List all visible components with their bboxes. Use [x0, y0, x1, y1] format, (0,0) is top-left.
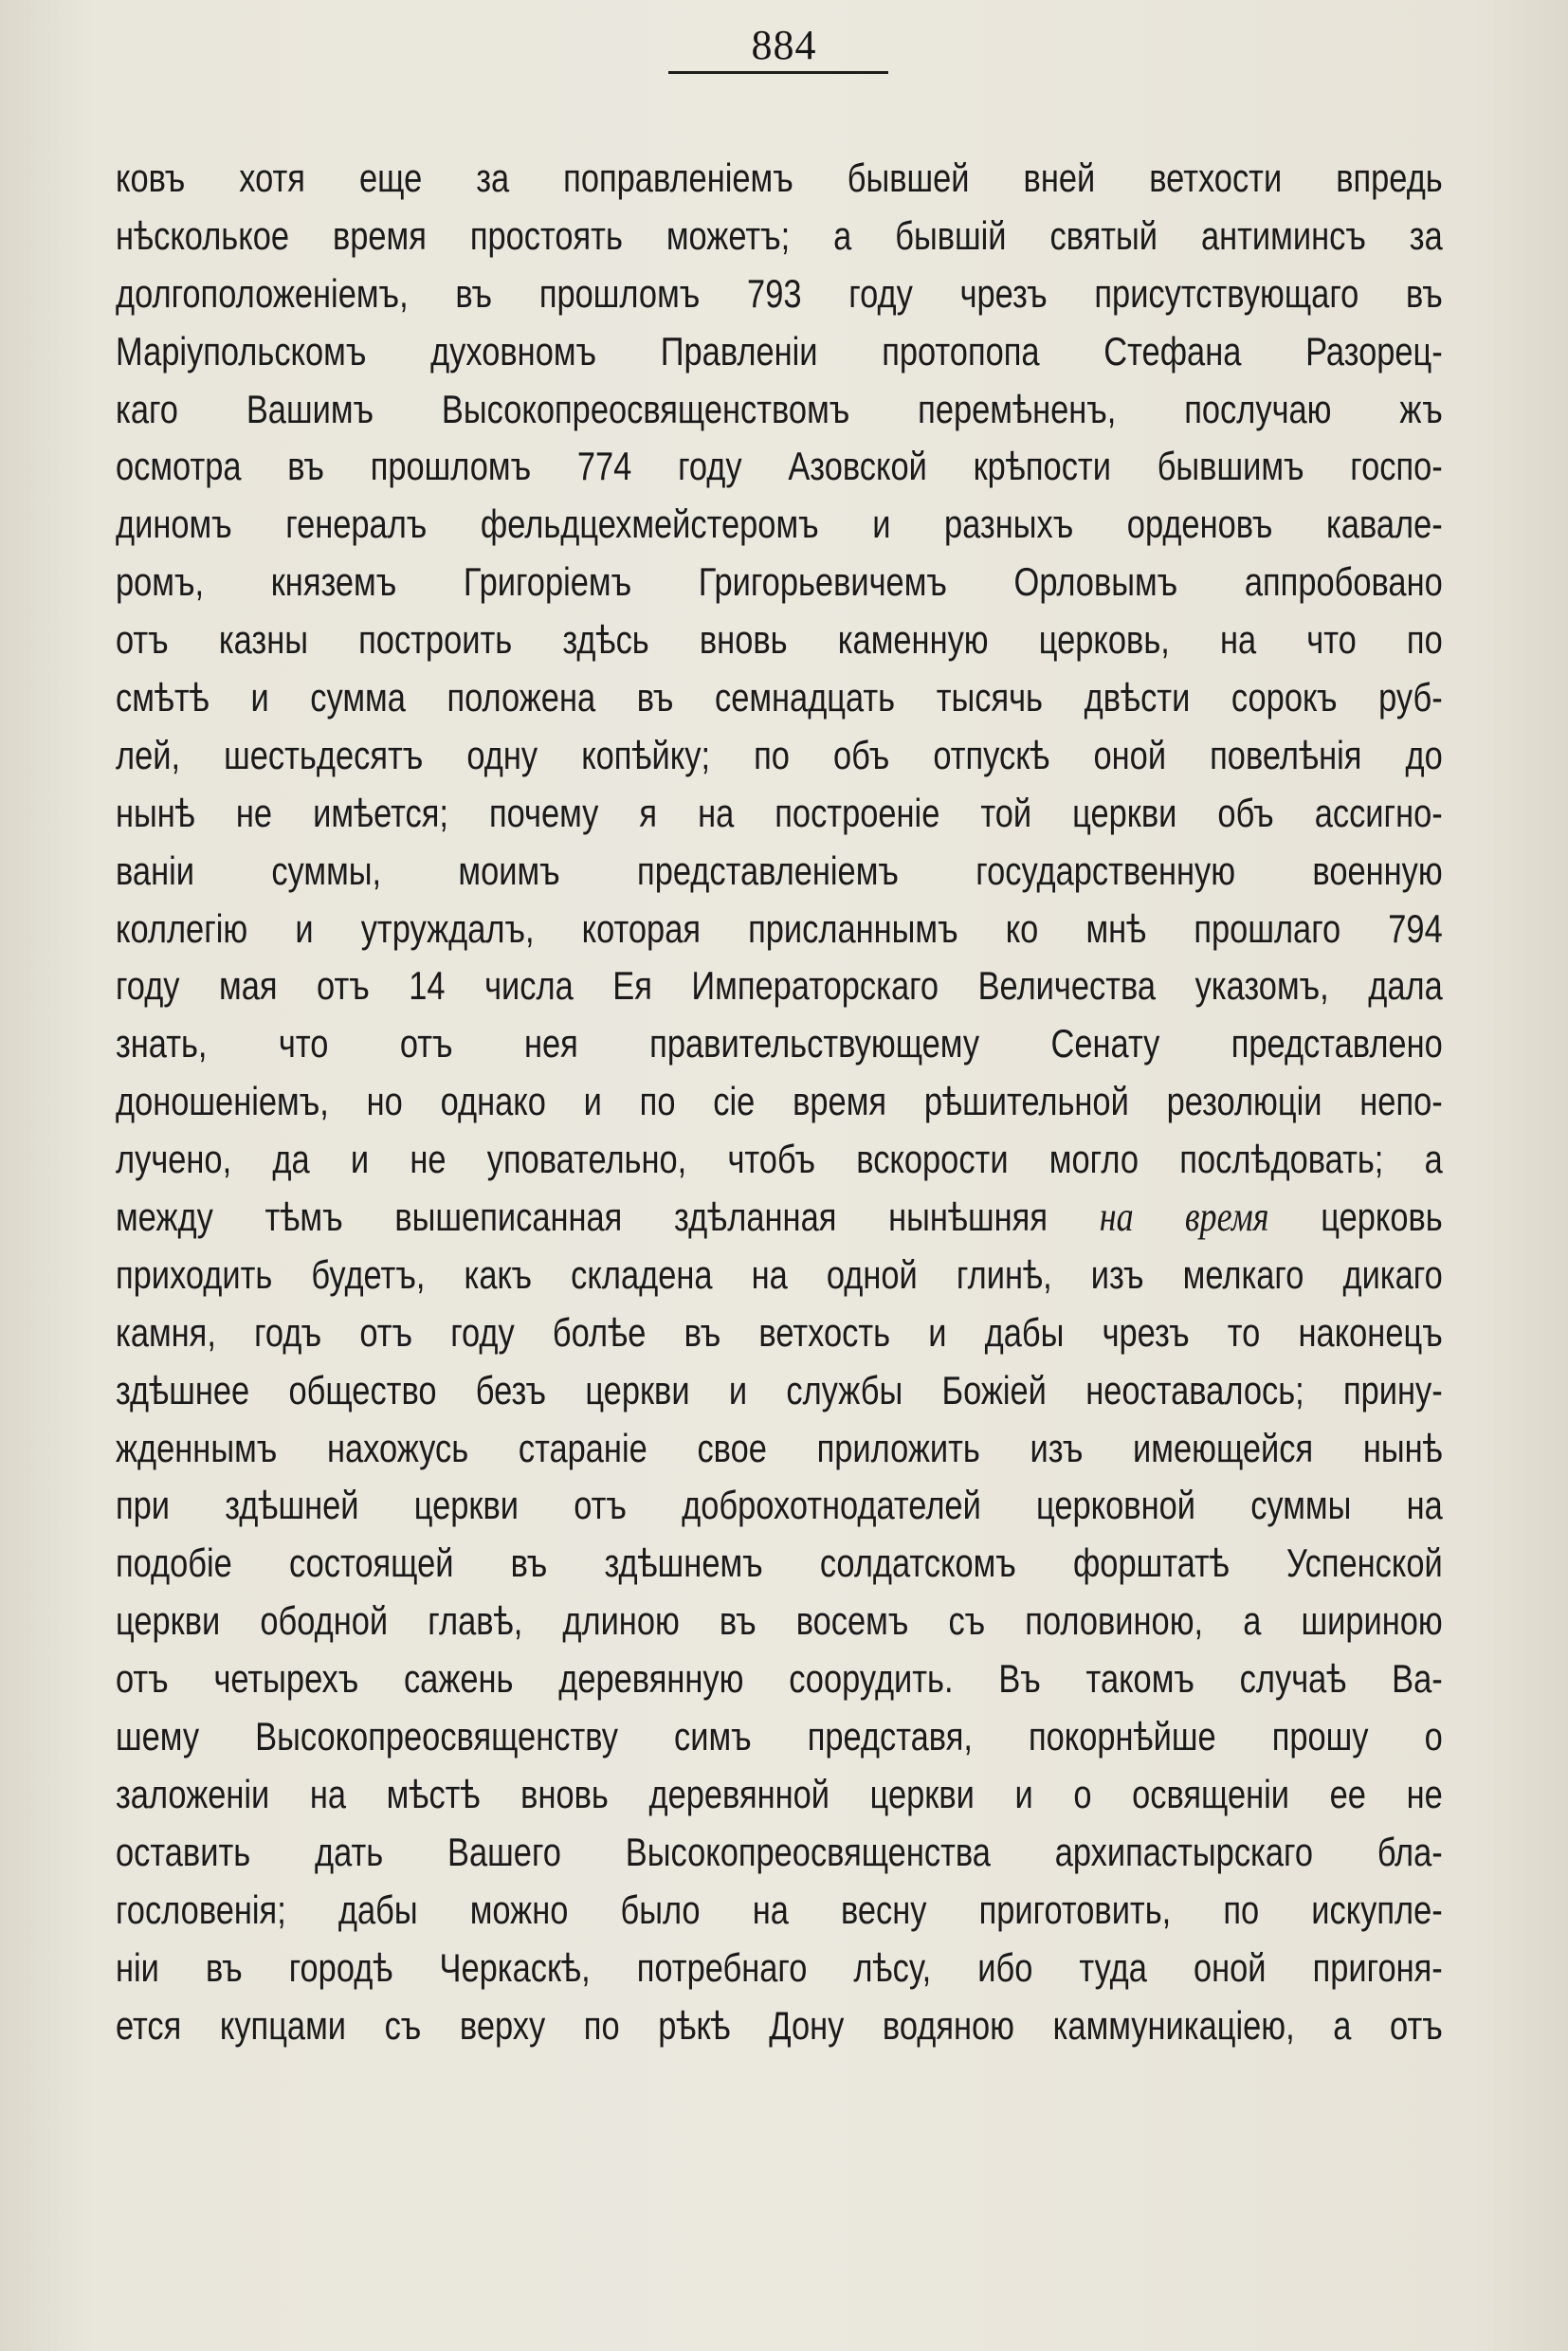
text-line: жденнымъ нахожусь стараніе свое приложить изъ имеющейся нынѣ — [116, 1425, 1443, 1470]
text-line: отъ казны построить здѣсь вновь каменную церковь, на что по — [116, 617, 1443, 663]
text-line: коллегію и утруждалъ, которая присланнымъ ко мнѣ прошлаго 794 — [116, 905, 1443, 951]
page-number: 884 — [751, 22, 817, 68]
text-line: лучено, да и не уповательно, чтобъ вскорости могло послѣдовать; а — [116, 1137, 1443, 1182]
text-line: заложеніи на мѣстѣ вновь деревянной церкви и о освященіи ее не — [116, 1771, 1443, 1816]
text-line: гословенія; дабы можно было на весну приготовить, по искупле- — [116, 1886, 1443, 1932]
text-line: отъ четырехъ сажень деревянную соорудить. Въ такомъ случаѣ Ва- — [116, 1656, 1443, 1702]
line-segment: церковь — [1321, 1194, 1443, 1240]
line-segment: между тѣмъ вышеписанная здѣланная нынѣшняя — [116, 1194, 1048, 1240]
italic-phrase: на время — [1099, 1194, 1269, 1241]
text-line-with-italic — [116, 1189, 1443, 1247]
text-line: осмотра въ прошломъ 774 году Азовской крѣпости бывшимъ госпо- — [116, 444, 1443, 489]
text-line: камня, годъ отъ году болѣе въ ветхость и дабы чрезъ то наконецъ — [116, 1309, 1443, 1355]
text-line: ромъ, княземъ Григоріемъ Григорьевичемъ Орловымъ аппробовано — [116, 559, 1443, 605]
text-line: нынѣ не имѣется; почему я на построеніе той церкви объ ассигно- — [116, 790, 1443, 835]
text-line: доношеніемъ, но однако и по сіе время рѣшительной резолюціи непо- — [116, 1079, 1443, 1124]
text-line: ваніи суммы, моимъ представленіемъ государственную военную — [116, 847, 1443, 893]
text-line: подобіе состоящей въ здѣшнемъ солдатскомъ форштатѣ Успенской — [116, 1540, 1443, 1586]
text-line: при здѣшней церкви отъ доброхотнодателей церковной суммы на — [116, 1483, 1443, 1528]
text-line: ковъ хотя еще за поправленіемъ бывшей вней ветхости впредь — [116, 155, 1443, 200]
text-line: ется купцами съ верху по рѣкѣ Дону водяною каммуникаціею, а отъ — [116, 2002, 1443, 2048]
text-line: году мая отъ 14 числа Ея Императорскаго Величества указомъ, дала — [116, 963, 1443, 1009]
text-line: лей, шестьдесятъ одну копѣйку; по объ отпускѣ оной повелѣнія до — [116, 732, 1443, 777]
text-line: оставить дать Вашего Высокопреосвященства архипастырскаго бла- — [116, 1829, 1443, 1874]
text-line: церкви ободной главѣ, длиною въ восемъ съ половиною, а шириною — [116, 1598, 1443, 1644]
page-number-rule — [668, 71, 888, 74]
text-line: долгоположеніемъ, въ прошломъ 793 году чрезъ присутствующаго въ — [116, 270, 1443, 316]
text-line: нѣсколькое время простоять можетъ; а бывшій святый антиминсъ за — [116, 212, 1443, 258]
text-line: смѣтѣ и сумма положена въ семнадцать тысячь двѣсти сорокъ руб- — [116, 675, 1443, 720]
text-line: знать, что отъ нея правительствующему Сенату представлено — [116, 1021, 1443, 1066]
text-line: диномъ генералъ фельдцехмейстеромъ и разныхъ орденовъ кавале- — [116, 501, 1443, 547]
text-line: ніи въ городѣ Черкаскѣ, потребнаго лѣсу, ибо туда оной пригоня- — [116, 1944, 1443, 1990]
text-line: каго Вашимъ Высокопреосвященствомъ перемѣненъ, послучаю жъ — [116, 386, 1443, 431]
text-line: шему Высокопреосвященству симъ представя, покорнѣйше прошу о — [116, 1714, 1443, 1759]
text-line: здѣшнее общество безъ церкви и службы Божіей неоставалось; прину- — [116, 1367, 1443, 1412]
text-line: Маріупольскомъ духовномъ Правленіи протопопа Стефана Разорец- — [116, 328, 1443, 374]
body-text — [116, 150, 1443, 2054]
text-line: приходить будетъ, какъ складена на одной глинѣ, изъ мелкаго дикаго — [116, 1251, 1443, 1297]
